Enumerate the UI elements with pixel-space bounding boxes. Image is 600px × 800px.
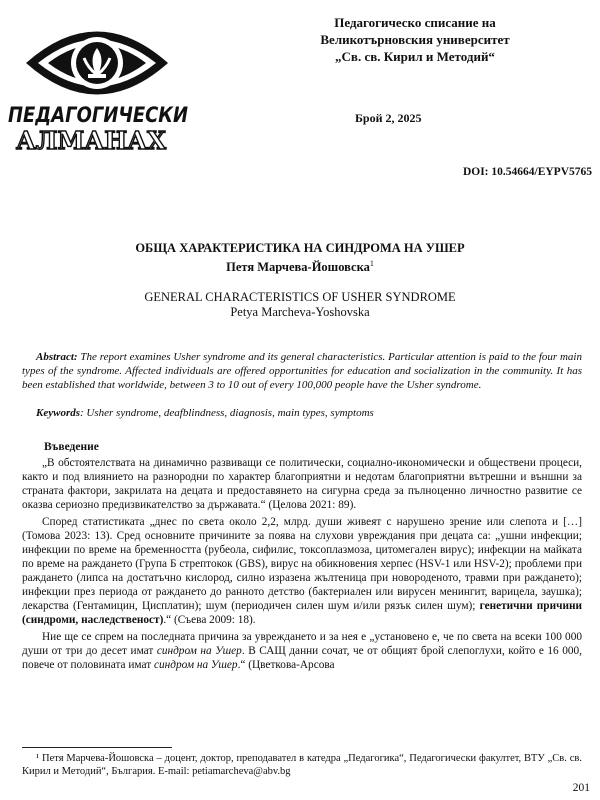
paragraph-3-end: .“ (Цветкова-Арсова (237, 659, 335, 671)
paragraph-2-text: Според статистиката „днес по света около 2,2, млрд. души живеят с нарушено зрение или слепота и […] (Томова 2023: 13). Сред основните причините за поява на слухови увреждания при децата са: „ушни инфекции; инфекции по време на бременността (рубеола, сифилис, токсоплазмоза, цитомегален вирус); инфекции на майката по време на раждането (Група Б стрептокок (GBS), вирус на обикновения херпес (HSV-1 или HSV-2); проблеми при раждането (липса на достатъчно кислород, силно изразена жълтеница при новороденото, травми при раждането); инфекции през периода от раждането до ранното детство (бактериален или вирусен менингит, варицела, заушка); лекарства (Гентамицин, Цисплатин); шум (периодичен силен шум и/или рязък силен шум); (22, 516, 582, 612)
paragraph-3 (22, 630, 582, 672)
almanac-wordmark-logo (6, 100, 191, 155)
author-bg-name: Петя Марчева-Йошовска (226, 260, 370, 275)
paragraph-3-mid: . В САЩ данни сочат, че от общият брой слепоглухи, който е 16 000, повече от половината имат (22, 645, 583, 671)
paragraph-2-end: .“ (Съева 2009: 18). (163, 614, 256, 626)
paragraph-2-bold: генетични причини (синдроми, наследственост) (22, 600, 582, 626)
abstract (22, 350, 582, 392)
journal-line-1: Педагогическо списание на (334, 15, 496, 30)
paragraph-3-text: Ние ще се спрем на последната причина за увреждането и за нея е „установено е, че по света на всеки 100 000 души от три до десет имат (22, 631, 582, 657)
logo-text-line1: ПЕДАГОГИЧЕСКИ (8, 103, 189, 127)
journal-line-3: „Св. св. Кирил и Методий“ (335, 49, 495, 64)
paragraph-1: „В обстоятелствата на динамично развиващи се политически, социално-икономически и обществени процеси, както и под влиянието на разнородни по характер благоприятни и недотам благоприятни вътрешни и външни за страната фактори, закрилата на децата и предоставянето на сигурна среда за пълноценно личностно развитие се оказва сериозно предизвикателство за държавата.“ (Целова 2021: 89). (22, 457, 582, 511)
footnote: ¹ Петя Марчева-Йошовска – доцент, доктор, преподавател в катедра „Педагогика“, Педагогически факултет, ВТУ „Св. св. Кирил и Методий“, България. E-mail: petiamarcheva@abv.bg (22, 753, 582, 777)
journal-line-2: Великотърновския университет (320, 32, 510, 47)
journal-name (250, 14, 580, 65)
title-bg-text: ОБЩА ХАРАКТЕРИСТИКА НА СИНДРОМА НА УШЕР (135, 241, 465, 255)
paragraph-3-italic-1: синдром на Ушер (156, 645, 242, 657)
footnote-ref[interactable]: 1 (369, 259, 374, 268)
article-title-bg (0, 241, 600, 275)
paragraph-3-italic-2: синдром на Ушер (153, 659, 238, 671)
doi[interactable]: DOI: 10.54664/EYPV5765 (462, 166, 592, 178)
footnote-divider (22, 747, 172, 748)
keywords (36, 406, 582, 420)
keywords-text: : Usher syndrome, deafblindness, diagnosis, main types, symptoms (80, 407, 374, 419)
author-en: Petya Marcheva-Yoshovska (230, 305, 370, 319)
section-heading-introduction: Въведение (44, 441, 99, 453)
keywords-label: Keywords (36, 407, 80, 419)
author-bg (0, 256, 600, 275)
abstract-label: Abstract: (36, 351, 78, 363)
article-title-en (0, 290, 600, 320)
abstract-text: The report examines Usher syndrome and its general characteristics. Particular attention is paid to the four main types of the syndrome. Affected individuals are offered opportunities for education and socialization in the community. It has been established that worldwide, between 3 to 10 out of every 100,000 people have the Usher syndrome. (22, 351, 582, 391)
issue-number: Брой 2, 2025 (355, 111, 422, 125)
title-en-text: GENERAL CHARACTERISTICS OF USHER SYNDROME (144, 290, 456, 304)
almanac-eye-logo-icon (22, 8, 172, 108)
logo-text-line2: АЛМАНАХ (16, 126, 167, 155)
body-text (22, 456, 582, 675)
page-number: 201 (572, 782, 590, 794)
paragraph-2 (22, 515, 582, 627)
